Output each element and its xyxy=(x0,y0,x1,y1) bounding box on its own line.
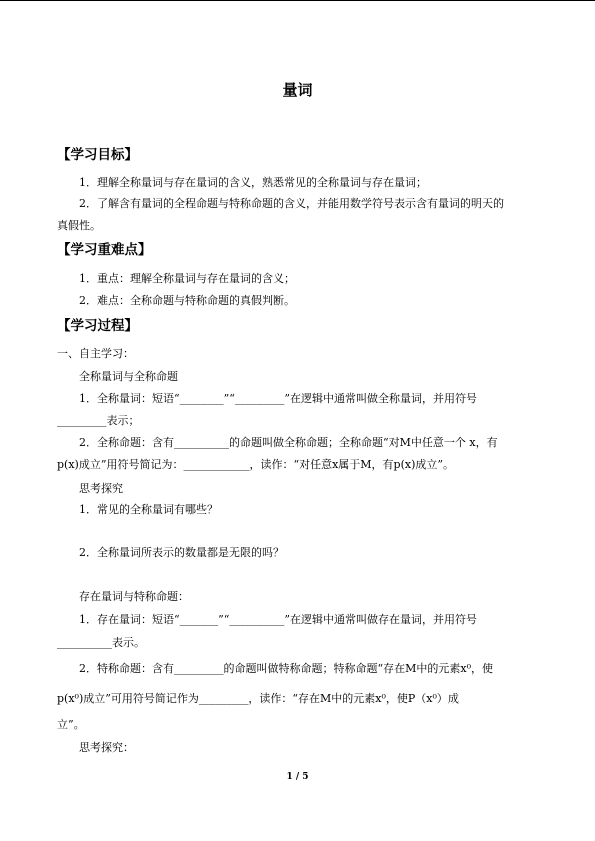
process-subheading-universal: 全称量词与全称命题 xyxy=(79,370,178,383)
key-point-item-2: 2．难点：全称命题与特称命题的真假判断。 xyxy=(79,294,295,307)
process-question-2: 2．全称量词所表示的数量都是无限的吗？ xyxy=(79,546,284,559)
process-question-1: 1．常见的全称量词有哪些？ xyxy=(79,503,218,516)
process-line-existential-quantifier: 1．存在量词：短语“_______”“__________”在逻辑中通常叫做存在量词，并用符号 xyxy=(79,613,477,626)
page-top-rule xyxy=(0,0,595,1)
document-title: 量词 xyxy=(282,81,313,99)
page-number: 1 / 5 xyxy=(286,772,309,782)
process-line-universal-quantifier: 1．全称量词：短语“________”“_________”在逻辑中通常叫做全称量词，并用符号 xyxy=(79,392,477,405)
process-line-self-study: 一、自主学习： xyxy=(57,347,134,360)
process-line-universal-proposition: 2．全称命题：含有__________的命题叫做全称命题；全称命题“对M中任意一个 x，有 xyxy=(79,436,498,449)
process-line-universal-proposition-cont: p(x)成立”用符号简记为：____________，读作：“对任意x属于M，有p(x)成立”。 xyxy=(57,458,454,471)
goal-item-2-continued: 真假性。 xyxy=(57,219,101,232)
process-line-existential-proposition-end: 立”。 xyxy=(57,718,85,731)
process-subheading-think-explore: 思考探究 xyxy=(79,482,123,495)
process-line-universal-quantifier-cont: _________表示； xyxy=(57,414,140,427)
key-point-item-1: 1．重点：理解全称量词与存在量词的含义； xyxy=(79,272,295,285)
section-heading-goals: 【学习目标】 xyxy=(57,147,138,163)
section-heading-key-points: 【学习重难点】 xyxy=(57,242,152,258)
process-subheading-think-explore-2: 思考探究： xyxy=(79,741,134,754)
process-line-existential-proposition: 2．特称命题：含有_________的命题叫做特称命题；特称命题“存在M中的元素x⁰，使 xyxy=(79,662,493,675)
process-subheading-existential: 存在量词与特称命题： xyxy=(79,590,189,603)
section-heading-process: 【学习过程】 xyxy=(57,318,138,334)
goal-item-1: 1．理解全称量词与存在量词的含义，熟悉常见的全称量词与存在量词； xyxy=(79,176,427,189)
goal-item-2: 2．了解含有量词的全程命题与特称命题的含义，并能用数学符号表示含有量词的明天的 xyxy=(79,197,504,210)
process-line-existential-proposition-cont: p(x⁰)成立”可用符号简记作为_________，读作：“存在M中的元素x⁰，使P（x⁰）成 xyxy=(57,692,459,705)
process-line-existential-quantifier-cont: __________表示。 xyxy=(57,636,145,649)
